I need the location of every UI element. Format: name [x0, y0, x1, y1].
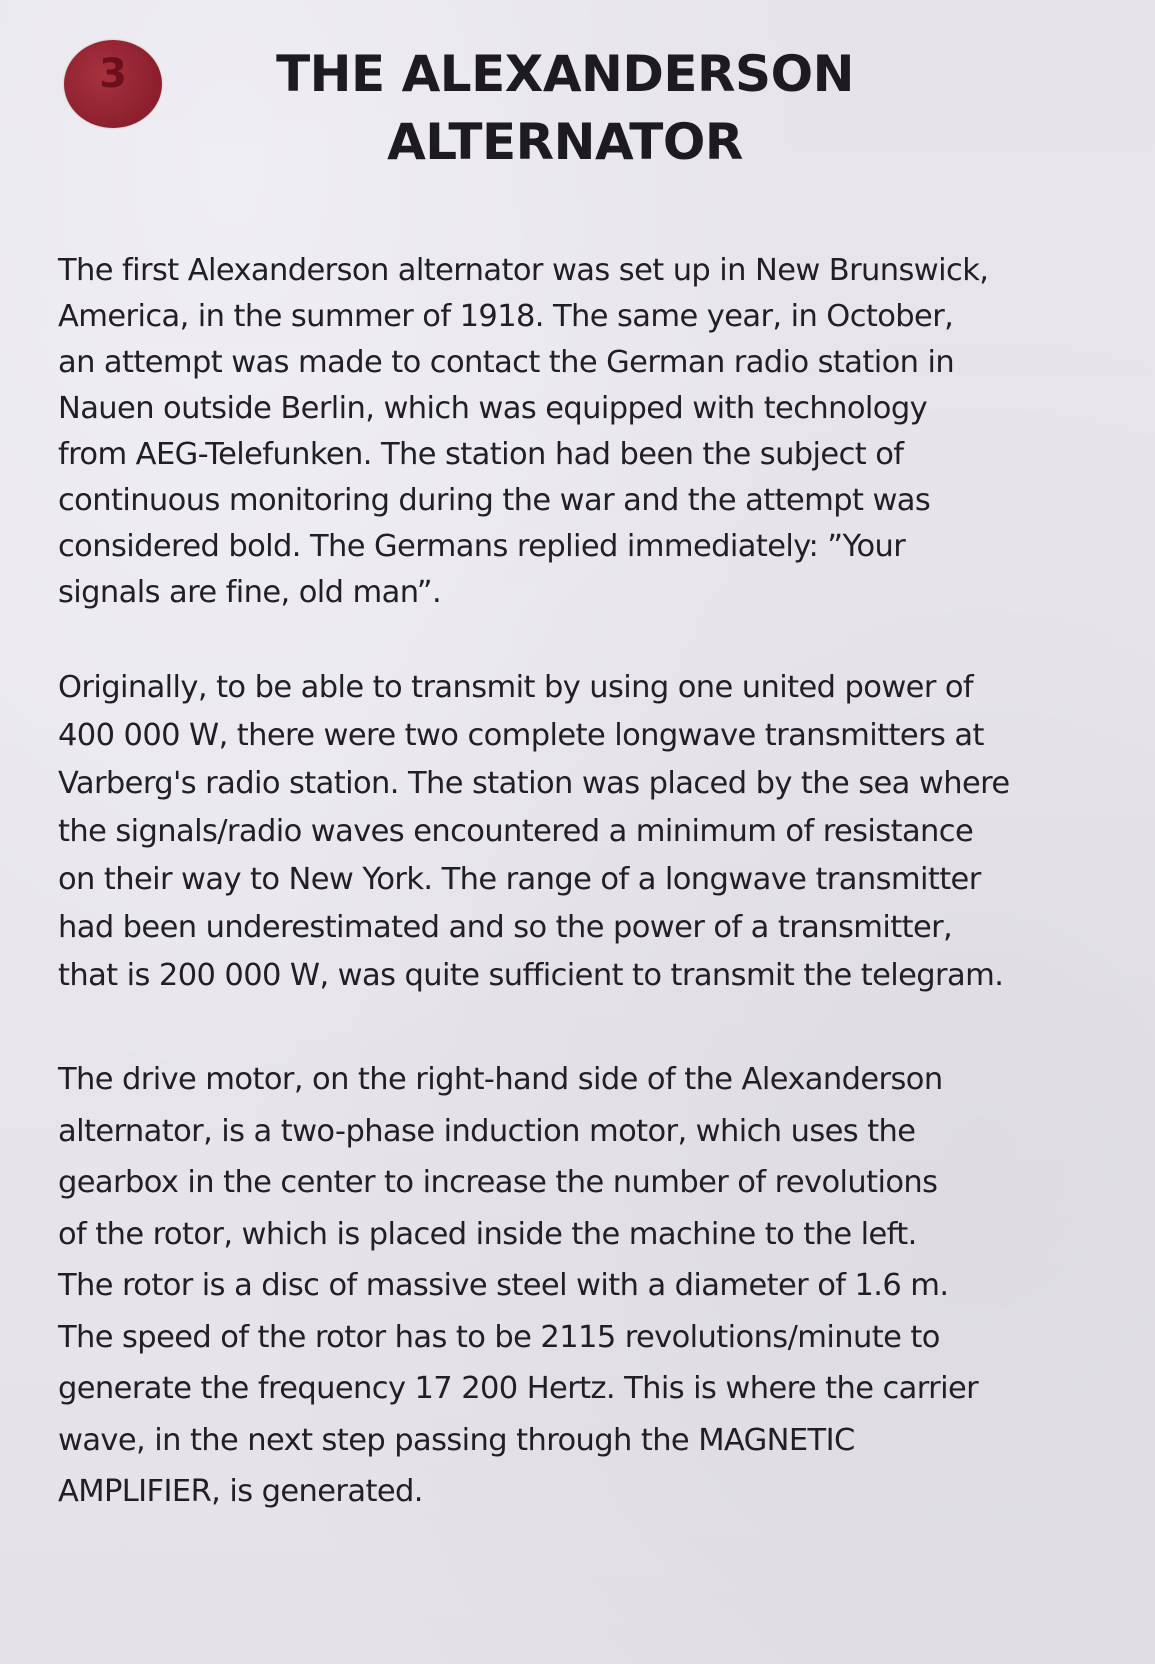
paragraph-line: continuous monitoring during the war and the attempt was: [58, 483, 931, 518]
sign-title-line-2: ALTERNATOR: [387, 113, 743, 171]
paragraph-line: The rotor is a disc of massive steel with a diameter of 1.6 m.: [58, 1268, 949, 1303]
paragraph-line: 400 000 W, there were two complete longwave transmitters at: [58, 718, 984, 753]
paragraph-line: had been underestimated and so the power of a transmitter,: [58, 910, 953, 945]
paragraph-line: on their way to New York. The range of a longwave transmitter: [58, 862, 981, 897]
step-number: 3: [99, 51, 127, 97]
paragraph-line: AMPLIFIER, is generated.: [58, 1474, 423, 1509]
paragraph-line: of the rotor, which is placed inside the machine to the left.: [58, 1216, 917, 1252]
paragraph-line: Varberg's radio station. The station was placed by the sea where: [58, 766, 1010, 801]
paragraph-line: gearbox in the center to increase the number of revolutions: [58, 1165, 938, 1200]
paragraph-3: [58, 1054, 1118, 1518]
step-number-badge: [64, 40, 162, 128]
paragraph-line: Nauen outside Berlin, which was equipped with technology: [58, 391, 928, 426]
paragraph-line: The drive motor, on the right-hand side of the Alexanderson: [58, 1062, 943, 1097]
paragraph-line: considered bold. The Germans replied immediately: ”Your: [58, 529, 906, 564]
sign-title: [200, 40, 930, 176]
paragraph-line: Originally, to be able to transmit by using one united power of: [58, 670, 974, 705]
paragraph-line: America, in the summer of 1918. The same year, in October,: [58, 299, 954, 334]
paragraph-line: generate the frequency 17 200 Hertz. This is where the carrier: [58, 1371, 979, 1406]
paragraph-line: that is 200 000 W, was quite sufficient to transmit the telegram.: [58, 958, 1004, 993]
paragraph-line: an attempt was made to contact the German radio station in: [58, 345, 955, 380]
paragraph-2: [58, 664, 1118, 1000]
paragraph-1: [58, 248, 1118, 616]
paragraph-line: alternator, is a two-phase induction motor, which uses the: [58, 1113, 916, 1149]
paragraph-line: from AEG-Telefunken. The station had been the subject of: [58, 437, 904, 472]
sign-title-line-1: THE ALEXANDERSON: [276, 45, 854, 103]
paragraph-line: wave, in the next step passing through the MAGNETIC: [58, 1422, 855, 1458]
paragraph-line: The speed of the rotor has to be 2115 revolutions/minute to: [58, 1319, 940, 1355]
paragraph-line: signals are fine, old man”.: [58, 575, 442, 610]
paragraph-line: the signals/radio waves encountered a minimum of resistance: [58, 814, 974, 849]
paragraph-line: The first Alexanderson alternator was set up in New Brunswick,: [58, 253, 989, 288]
